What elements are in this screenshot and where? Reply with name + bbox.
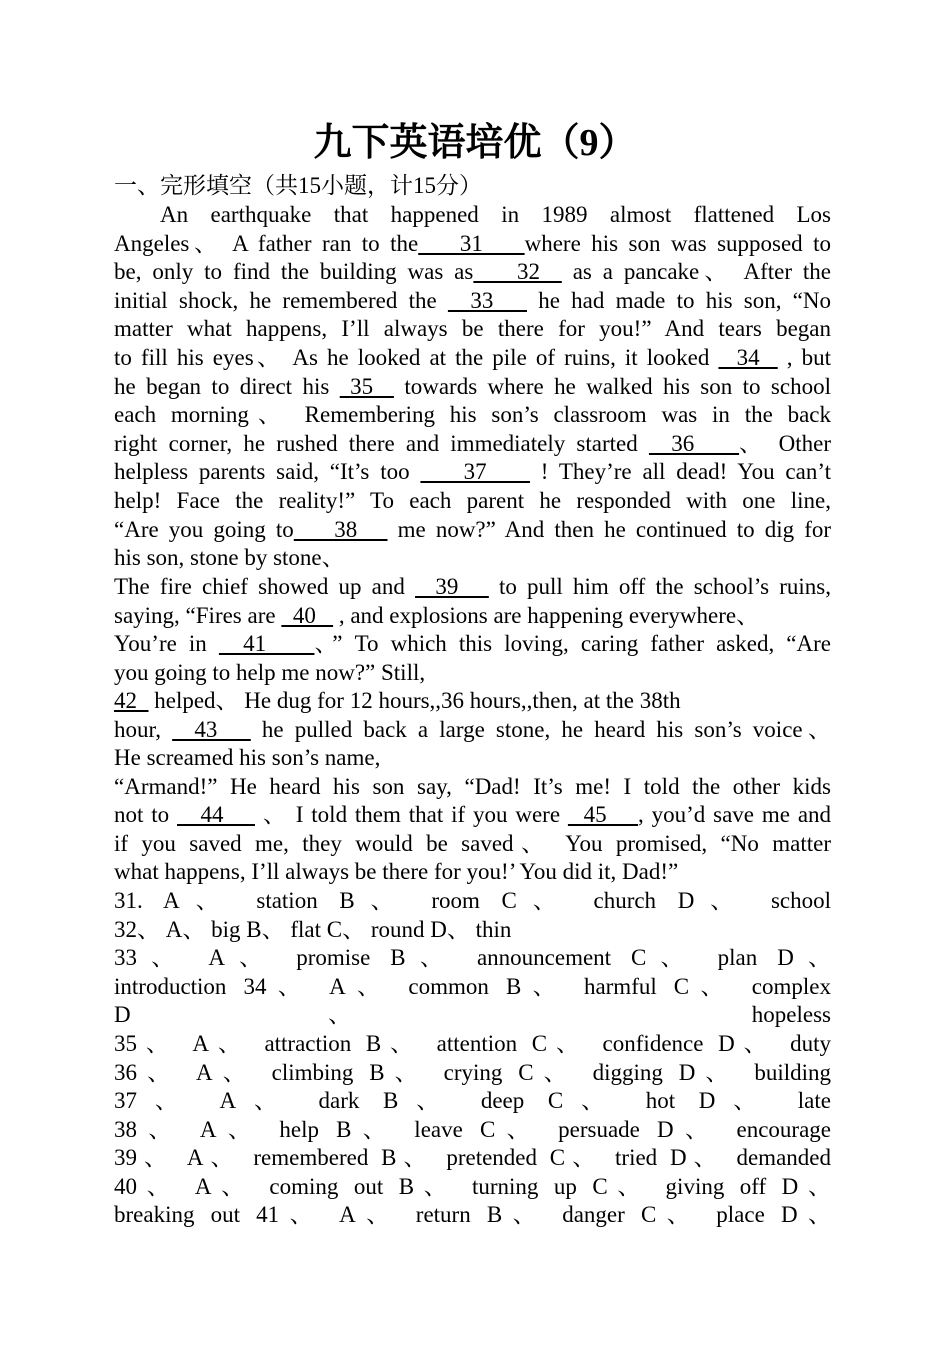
text-run: his son, stone by stone、 bbox=[114, 545, 345, 570]
passage-line bbox=[114, 659, 831, 687]
option-line bbox=[114, 1001, 831, 1029]
text-run: you going to help me now?” Still, bbox=[114, 660, 426, 685]
text-run: “Armand!” He heard his son say, “Dad! It’s me! I told the other kids bbox=[114, 774, 831, 799]
section-heading bbox=[114, 172, 831, 200]
answer-blank: 38 bbox=[293, 517, 388, 542]
text-run: towards where he walked his son to school bbox=[393, 374, 831, 399]
text-run: You’re in bbox=[114, 631, 219, 656]
text-run: “Are you going to bbox=[114, 517, 294, 542]
text-run: me now?” And then he continued to dig for bbox=[387, 517, 832, 542]
answer-blank: 44 bbox=[177, 802, 255, 827]
passage-line bbox=[114, 544, 831, 572]
option-line bbox=[114, 1116, 831, 1144]
text-run: Angeles、 A father ran to the bbox=[114, 231, 419, 256]
passage-line bbox=[114, 858, 831, 886]
passage-line bbox=[114, 744, 831, 772]
text-run: He screamed his son’s name, bbox=[114, 745, 381, 770]
answer-blank: 36 bbox=[648, 431, 740, 456]
text-run: to fill his eyes、 As he looked at the pile of ruins, it looked bbox=[114, 345, 719, 370]
text-run: 40、 A、 coming out B、 turning up C、 giving off D、 bbox=[114, 1174, 831, 1199]
passage-line bbox=[114, 401, 831, 429]
passage-line bbox=[114, 830, 831, 858]
text-run: 、 I told them that if you were bbox=[254, 802, 568, 827]
passage-line bbox=[114, 287, 831, 315]
option-line bbox=[114, 1144, 831, 1172]
text-run: right corner, he rushed there and immediately started bbox=[114, 431, 649, 456]
text-run: D、 hopeless bbox=[114, 1002, 831, 1027]
passage-line bbox=[114, 487, 831, 515]
text-run: saying, “Fires are bbox=[114, 603, 282, 628]
text-run: ! They’re all dead! You can’t bbox=[529, 459, 831, 484]
text-run: matter what happens, I’ll always be there for you!” And tears began bbox=[114, 316, 831, 341]
answer-blank: 45 bbox=[567, 802, 639, 827]
text-run: where his son was supposed to bbox=[524, 231, 831, 256]
text-run: what happens, I’ll always be there for you!’ You did it, Dad!” bbox=[114, 859, 679, 884]
text-run: to pull him off the school’s ruins, bbox=[488, 574, 832, 599]
passage-line bbox=[114, 430, 831, 458]
text-run: breaking out 41、 A、 return B、 danger C、 place D、 bbox=[114, 1202, 831, 1227]
text-run: , and explosions are happening everywhere、 bbox=[333, 603, 760, 628]
option-line bbox=[114, 916, 831, 944]
text-run: not to bbox=[114, 802, 177, 827]
answer-blank: 34 bbox=[718, 345, 778, 370]
answer-blank: 39 bbox=[415, 574, 489, 599]
answer-blank: 43 bbox=[172, 717, 251, 742]
text-run: 、” To which this loving, caring father asked, “Are bbox=[314, 631, 831, 656]
text-run: 39、 A、 remembered B、 pretended C、 tried D、 demanded bbox=[114, 1145, 831, 1170]
option-line bbox=[114, 1087, 831, 1115]
text-run: as a pancake、 After the bbox=[561, 259, 831, 284]
passage-line bbox=[114, 230, 831, 258]
text-run: he had made to his son, “No bbox=[527, 288, 831, 313]
text-run: 一、完形填空（共15小题，计15分） bbox=[114, 173, 482, 198]
text-run: The fire chief showed up and bbox=[114, 574, 416, 599]
answer-blank: 42 bbox=[114, 688, 149, 713]
answer-blank: 37 bbox=[420, 459, 530, 484]
option-line bbox=[114, 1030, 831, 1058]
text-run: , but bbox=[777, 345, 832, 370]
option-line bbox=[114, 1201, 831, 1229]
answer-blank: 35 bbox=[339, 374, 394, 399]
text-run: help! Face the reality!” To each parent he responded with one line, bbox=[114, 488, 831, 513]
text-run: 35、 A、 attraction B、 attention C、 confidence D、 duty bbox=[114, 1031, 831, 1056]
passage-line bbox=[114, 602, 831, 630]
text-run: 31. A、 station B、 room C、 church D、 school bbox=[114, 888, 831, 913]
text-run: 、 Other bbox=[739, 431, 832, 456]
text-run: 38、 A、 help B、 leave C、 persuade D、 encourage bbox=[114, 1117, 831, 1142]
text-run: introduction 34、 A、 common B、 harmful C、 complex bbox=[114, 974, 831, 999]
text-run: he pulled back a large stone, he heard his son’s voice、 bbox=[250, 717, 831, 742]
answer-blank: 33 bbox=[447, 288, 527, 313]
answer-blank: 31 bbox=[418, 231, 525, 256]
passage-line bbox=[114, 801, 831, 829]
option-line bbox=[114, 973, 831, 1001]
option-line bbox=[114, 944, 831, 972]
passage-line bbox=[114, 516, 831, 544]
passage-line bbox=[114, 373, 831, 401]
text-run: each morning、 Remembering his son’s classroom was in the back bbox=[114, 402, 831, 427]
option-line bbox=[114, 1059, 831, 1087]
text-run: hour, bbox=[114, 717, 173, 742]
option-line bbox=[114, 887, 831, 915]
text-run: 37、 A、 dark B、 deep C、 hot D、 late bbox=[114, 1088, 831, 1113]
text-run: he began to direct his bbox=[114, 374, 340, 399]
text-run: 33、 A、 promise B、 announcement C、 plan D、 bbox=[114, 945, 831, 970]
passage-line bbox=[114, 716, 831, 744]
passage-line bbox=[114, 315, 831, 343]
document-title: 九下英语培优（9） bbox=[313, 122, 637, 164]
passage-line bbox=[114, 258, 831, 286]
passage-line bbox=[114, 573, 831, 601]
option-line bbox=[114, 1173, 831, 1201]
text-run: 32、 A、 big B、 flat C、 round D、 thin bbox=[114, 917, 512, 942]
text-run: initial shock, he remembered the bbox=[114, 288, 448, 313]
answer-blank: 41 bbox=[218, 631, 315, 656]
text-run: helped、 He dug for 12 hours,,36 hours,,then, at the 38th bbox=[148, 688, 681, 713]
text-run: if you saved me, they would be saved、 You promised, “No matter bbox=[114, 831, 831, 856]
text-run: 36、 A、 climbing B、 crying C、 digging D、 building bbox=[114, 1060, 831, 1085]
passage-line bbox=[114, 344, 831, 372]
passage-line bbox=[114, 687, 831, 715]
answer-blank: 40 bbox=[281, 603, 334, 628]
text-run: , you’d save me and bbox=[638, 802, 832, 827]
passage-line bbox=[114, 630, 831, 658]
text-run: An earthquake that happened in 1989 almost flattened Los bbox=[160, 202, 831, 227]
passage-line bbox=[114, 458, 831, 486]
text-run: helpless parents said, “It’s too bbox=[114, 459, 421, 484]
passage-line bbox=[114, 201, 831, 229]
answer-blank: 32 bbox=[473, 259, 562, 284]
passage-line bbox=[114, 773, 831, 801]
text-run: be, only to find the building was as bbox=[114, 259, 474, 284]
